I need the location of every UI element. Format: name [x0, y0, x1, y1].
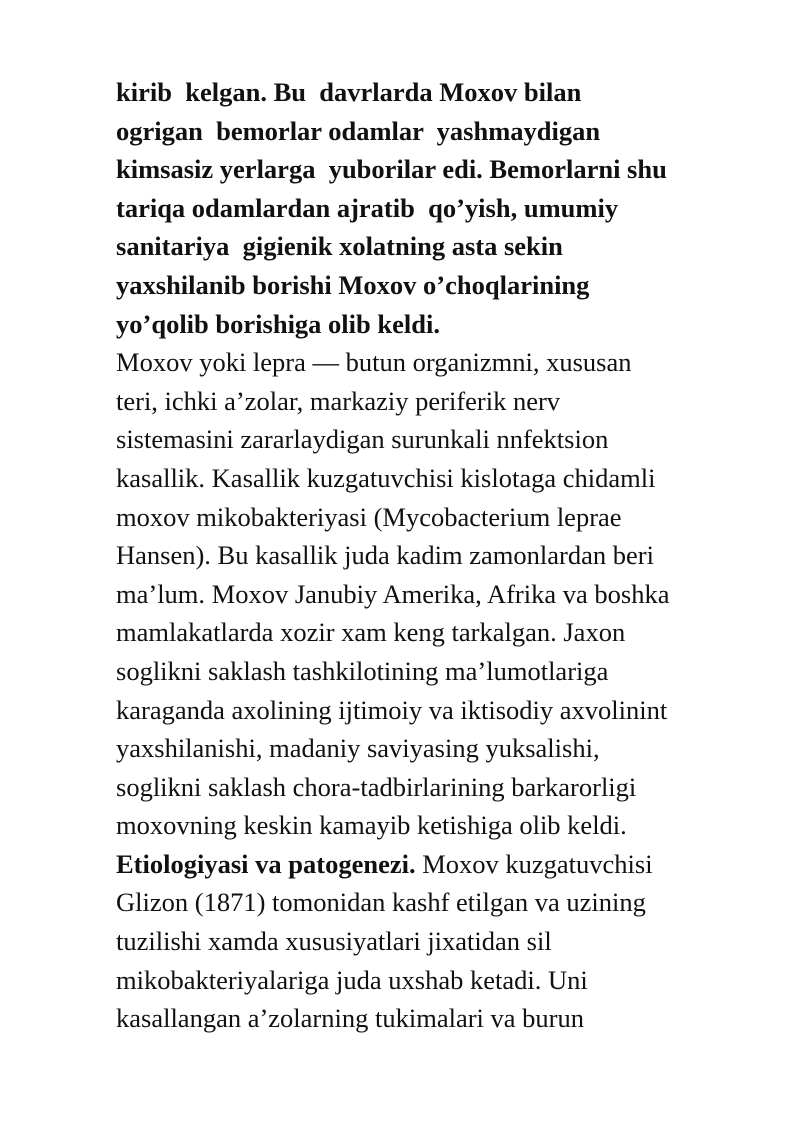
- bold-text-line: sanitariya gigienik xolatning asta sekin: [116, 231, 563, 262]
- paragraph-text-line: Moxov yoki lepra — butun organizmni, xususan: [116, 347, 632, 378]
- bold-text-line: tariqa odamlardan ajratib qo’yish, umumiy: [116, 192, 619, 223]
- etiology-text-line: kasallangan a’zolarning tukimalari va burun: [116, 1003, 584, 1034]
- paragraph-text-line: yaxshilanishi, madaniy saviyasing yuksalishi,: [116, 733, 600, 764]
- paragraph-text-line: Hansen). Bu kasallik juda kadim zamonlardan beri: [116, 540, 654, 571]
- paragraph-text-line: teri, ichki a’zolar, markaziy periferik nerv: [116, 385, 561, 416]
- paragraph-text-line: moxovning keskin kamayib ketishiga olib keldi.: [116, 810, 627, 841]
- paragraph-text-line: mamlakatlarda xozir xam keng tarkalgan. Jaxon: [116, 617, 626, 648]
- bold-text-line: yaxshilanib borishi Moxov o’choqlarining: [116, 269, 590, 300]
- etiology-text-line: tuzilishi xamda xususiyatlari jixatidan sil: [116, 926, 552, 957]
- document-text: [116, 73, 756, 1038]
- etiology-heading: Etiologiyasi va patogenezi.: [116, 848, 416, 879]
- paragraph-text-line: moxov mikobakteriyasi (Mycobacterium leprae: [116, 501, 622, 532]
- bold-text-line: kimsasiz yerlarga yuborilar edi. Bemorlarni shu: [116, 154, 667, 185]
- paragraph-text-line: kasallik. Kasallik kuzgatuvchisi kislotaga chidamli: [116, 462, 656, 493]
- paragraph-text-line: ma’lum. Moxov Janubiy Amerika, Afrika va boshka: [116, 578, 670, 609]
- etiology-first-line-text: Moxov kuzgatuvchisi: [415, 848, 653, 879]
- etiology-first-line: [116, 845, 756, 884]
- paragraph-text-line: soglikni saklash chora-tadbirlarining barkarorligi: [116, 771, 637, 802]
- paragraph-text-line: karaganda axolining ijtimoiy va iktisodiy axvolinint: [116, 694, 668, 725]
- paragraph-text-line: soglikni saklash tashkilotining ma’lumotlariga: [116, 655, 609, 686]
- bold-text-line: yo’qolib borishiga olib keldi.: [116, 308, 440, 339]
- etiology-text-line: mikobakteriyalariga juda uxshab ketadi. Uni: [116, 964, 588, 995]
- bold-text-line: ogrigan bemorlar odamlar yashmaydigan: [116, 115, 601, 146]
- bold-text-line: kirib kelgan. Bu davrlarda Moxov bilan: [116, 77, 582, 107]
- etiology-text-line: Glizon (1871) tomonidan kashf etilgan va uzining: [116, 887, 646, 918]
- paragraph-text-line: sistemasini zararlaydigan surunkali nnfektsion: [116, 424, 609, 455]
